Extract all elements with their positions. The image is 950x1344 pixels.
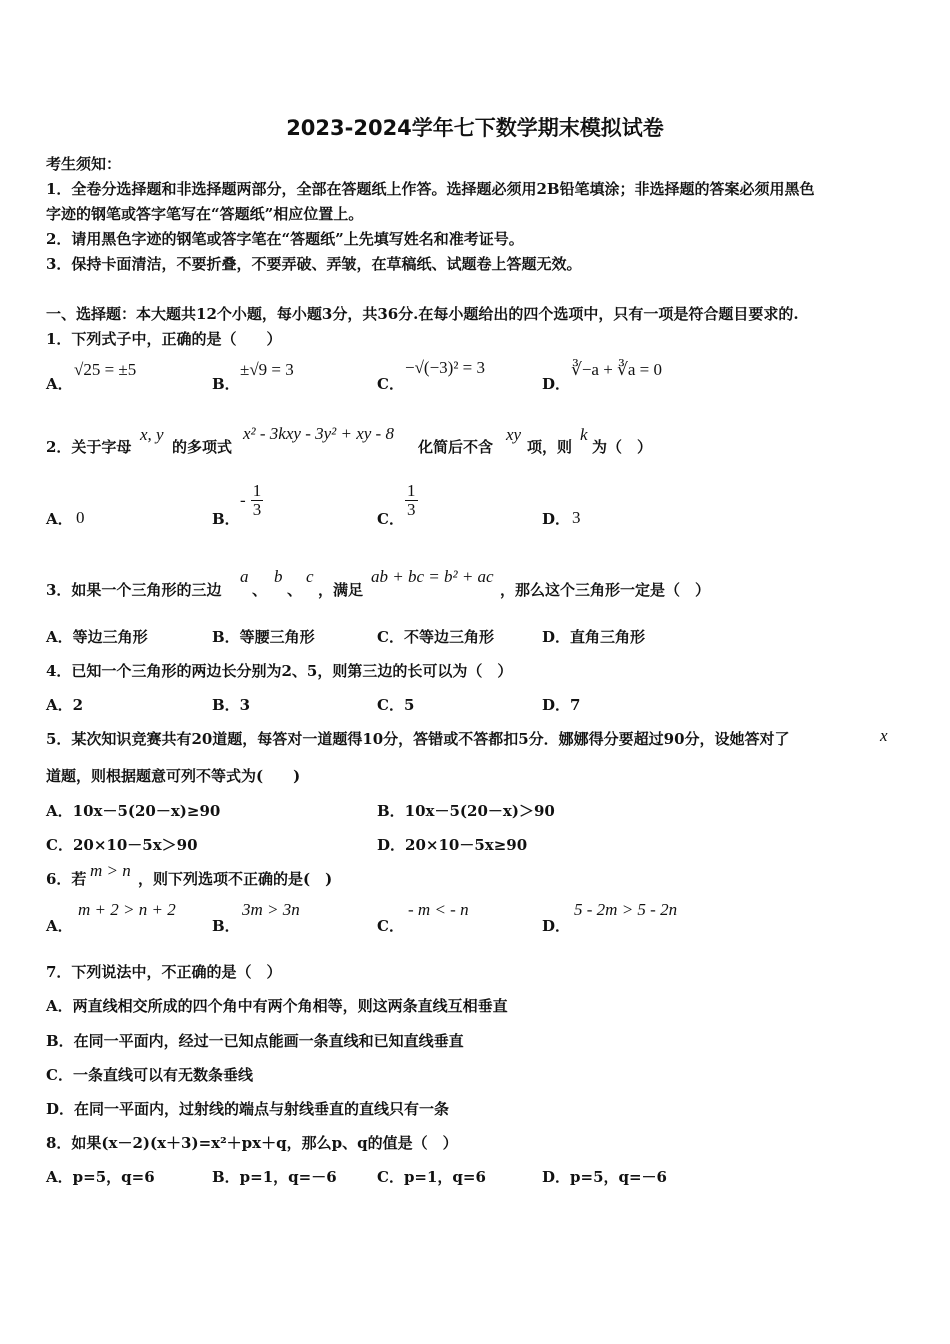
q2-k: k (580, 425, 588, 444)
q5-option-d: D．20×10－5x≥90 (377, 836, 528, 854)
denominator: 3 (407, 500, 416, 519)
q8-option-c: C．p=1，q=6 (377, 1168, 486, 1186)
page-title: 2023-2024学年七下数学期末模拟试卷 (286, 116, 664, 140)
q2-option-c-value (405, 482, 418, 519)
question-6-stem-b: ，则下列选项不正确的是( ) (138, 870, 333, 888)
question-3-stem-a: 3．如果一个三角形的三边 (46, 581, 222, 599)
q5-option-a: A．10x－5(20－x)≥90 (46, 802, 221, 820)
numerator: 1 (252, 481, 262, 500)
q8-option-a: A．p=5，q=6 (46, 1168, 155, 1186)
q1-option-b-label: B． (212, 375, 240, 393)
question-7-stem: 7．下列说法中，不正确的是（ ） (46, 963, 282, 981)
notice-line: 1．全卷分选择题和非选择题两部分，全部在答题纸上作答。选择题必须用2B铅笔填涂；非选择题的答案必须用黑色 (46, 180, 815, 198)
fraction (405, 482, 418, 519)
q2-term: xy (506, 425, 522, 444)
q2-polynomial: x² - 3kxy - 3y² + xy - 8 (243, 424, 394, 443)
q2-option-d-label: D． (542, 510, 571, 528)
question-3-stem-c: ，那么这个三角形一定是（ ） (500, 581, 711, 599)
question-2-stem-b: 的多项式 (172, 438, 233, 456)
q3-side-c: c (306, 567, 314, 586)
q1-option-c-expr: −√(−3)² = 3 (405, 358, 486, 377)
q7-option-d: D．在同一平面内，过射线的端点与射线垂直的直线只有一条 (46, 1100, 450, 1118)
minus-sign: - (240, 490, 246, 510)
question-6-stem-a: 6．若 (46, 870, 87, 888)
q1-option-d-label: D． (542, 375, 571, 393)
q1-option-c-label: C． (377, 375, 404, 393)
denominator: 3 (252, 500, 262, 519)
notice-line: 2．请用黑色字迹的钢笔或答字笔在“答题纸”上先填写姓名和准考证号。 (46, 230, 524, 248)
q6-option-c-expr: - m < - n (408, 900, 469, 919)
separator: 、 (252, 581, 268, 599)
question-1-stem: 1．下列式子中，正确的是（ ） (46, 330, 282, 348)
q2-option-c-label: C． (377, 510, 404, 528)
q4-option-b: B．3 (212, 696, 251, 714)
q1-option-a-label: A． (46, 375, 73, 393)
question-2-stem-c: 化简后不含 (418, 438, 494, 456)
q1-option-a-expr: √25 = ±5 (74, 360, 137, 379)
q2-option-b-value (240, 482, 263, 519)
fraction (251, 482, 264, 519)
question-2-stem-a: 2．关于字母 (46, 438, 132, 456)
q6-option-b-label: B． (212, 917, 240, 935)
q3-side-b: b (274, 567, 283, 586)
separator: 、 (287, 581, 303, 599)
q3-condition: ab + bc = b² + ac (371, 567, 494, 586)
q6-option-d-label: D． (542, 917, 571, 935)
q8-option-d: D．p=5，q=－6 (542, 1168, 667, 1186)
q6-condition: m > n (90, 861, 131, 880)
notice-line: 字迹的钢笔或答字笔写在“答题纸”相应位置上。 (46, 205, 364, 223)
notice-line: 3．保持卡面清洁，不要折叠，不要弄破、弄皱，在草稿纸、试题卷上答题无效。 (46, 255, 582, 273)
question-2-stem-d: 项，则 (527, 438, 573, 456)
question-5-stem-2: 道题，则根据题意可列不等式为( ) (46, 767, 301, 785)
q4-option-c: C．5 (377, 696, 415, 714)
q5-variable-x: x (880, 726, 888, 745)
q7-option-c: C．一条直线可以有无数条垂线 (46, 1066, 253, 1084)
q2-option-a-label: A． (46, 510, 73, 528)
q6-option-d-expr: 5 - 2m > 5 - 2n (574, 900, 678, 919)
q4-option-a: A．2 (46, 696, 84, 714)
q3-option-a: A．等边三角形 (46, 628, 148, 646)
q2-option-b-label: B． (212, 510, 240, 528)
q3-option-c: C．不等边三角形 (377, 628, 494, 646)
question-2-stem-e: 为（ ） (592, 438, 653, 456)
q5-option-c: C．20×10－5x＞90 (46, 836, 198, 854)
q6-option-c-label: C． (377, 917, 404, 935)
q8-option-b: B．p=1，q=－6 (212, 1168, 337, 1186)
q2-variables: x, y (140, 425, 164, 444)
q3-option-b: B．等腰三角形 (212, 628, 315, 646)
q1-option-b-expr: ±√9 = 3 (240, 360, 294, 379)
q7-option-a: A．两直线相交所成的四个角中有两个角相等，则这两条直线互相垂直 (46, 997, 508, 1015)
q5-option-b: B．10x－5(20－x)＞90 (377, 802, 555, 820)
q6-option-a-label: A． (46, 917, 73, 935)
q3-side-a: a (240, 567, 249, 586)
q2-option-a-value: 0 (76, 508, 85, 527)
notice-heading: 考生须知： (46, 155, 122, 173)
q1-option-d-expr: ∛−a + ∛a = 0 (571, 360, 663, 379)
numerator: 1 (407, 481, 416, 500)
question-5-stem: 5．某次知识竞赛共有20道题，每答对一道题得10分，答错或不答都扣5分．娜娜得分要超过90分，设她答对了 (46, 730, 790, 748)
section-heading: 一、选择题：本大题共12个小题，每小题3分，共36分.在每小题给出的四个选项中，只有一项是符合题目要求的. (46, 305, 799, 323)
q6-option-b-expr: 3m > 3n (242, 900, 300, 919)
q4-option-d: D．7 (542, 696, 581, 714)
q2-option-d-value: 3 (572, 508, 581, 527)
q3-option-d: D．直角三角形 (542, 628, 646, 646)
q7-option-b: B．在同一平面内，经过一已知点能画一条直线和已知直线垂直 (46, 1032, 464, 1050)
question-8-stem: 8．如果(x－2)(x＋3)=x²＋px＋q，那么p、q的值是（ ） (46, 1134, 458, 1152)
question-4-stem: 4．已知一个三角形的两边长分别为2、5，则第三边的长可以为（ ） (46, 662, 513, 680)
question-3-stem-b: ，满足 (318, 581, 364, 599)
q6-option-a-expr: m + 2 > n + 2 (78, 900, 176, 919)
